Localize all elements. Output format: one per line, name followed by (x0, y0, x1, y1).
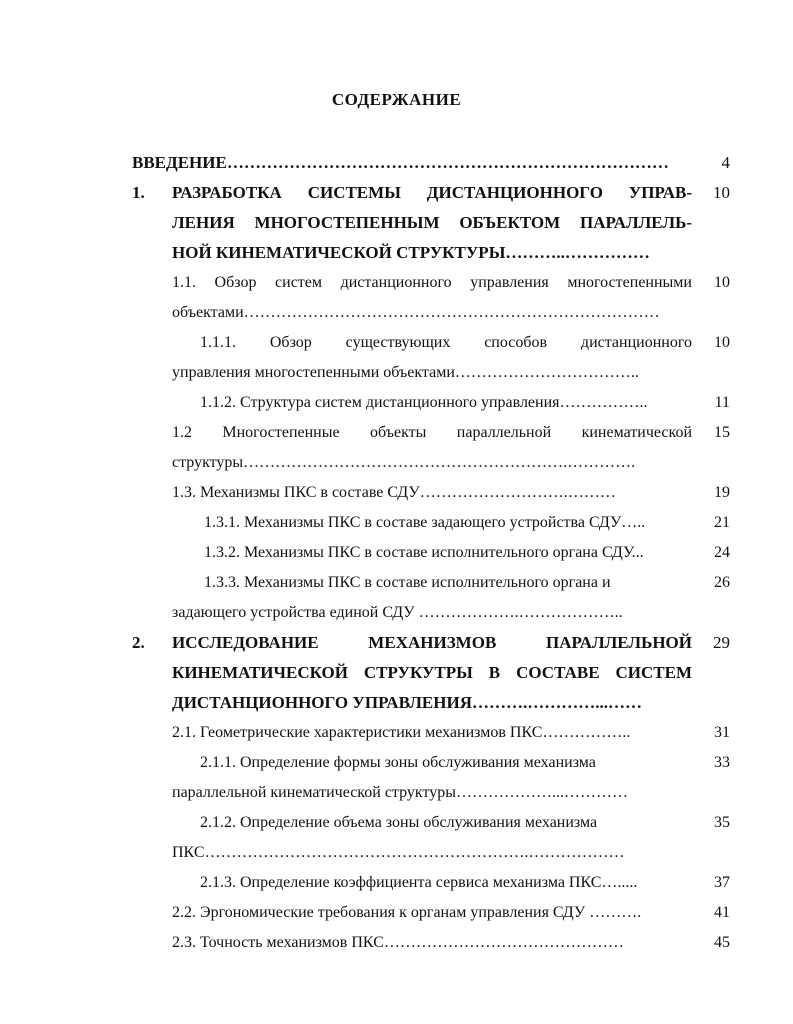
toc-entry-text: 1.1.1. Обзор существующих способов дистанционного (200, 334, 692, 351)
toc-entry-text: 1.3.3. Механизмы ПКС в составе исполнительного органа и (204, 574, 611, 591)
toc-page-number: 31 (714, 724, 730, 741)
toc-entry-text: КИНЕМАТИЧЕСКОЙ СТРУКУТРЫ В СОСТАВЕ СИСТЕМ (172, 663, 692, 682)
toc-page-number: 26 (714, 574, 730, 591)
toc-entry-text: 2.1.2. Определение объема зоны обслуживания механизма (200, 814, 598, 831)
toc-entry-text: ИССЛЕДОВАНИЕ МЕХАНИЗМОВ ПАРАЛЛЕЛЬНОЙ (172, 633, 692, 652)
toc-entry-text: 1.3.1. Механизмы ПКС в составе задающего устройства СДУ….. (204, 514, 646, 531)
toc-entry-text: 2.1.3. Определение коэффициента сервиса механизма ПКС…..... (200, 874, 638, 891)
toc-page-number: 10 (714, 274, 730, 291)
toc-page-number: 37 (714, 874, 730, 891)
toc-page-number: 11 (714, 394, 730, 411)
toc-entry-text: ВВЕДЕНИЕ…………………………………………………………………… (132, 153, 669, 172)
toc-page-number: 35 (714, 814, 730, 831)
toc-entry-text: 1.3. Механизмы ПКС в составе СДУ……………………….……… (172, 484, 616, 501)
toc-entry-text: параллельной кинематической структуры………………...………… (172, 784, 628, 801)
toc-entry-text: 1.1. Обзор систем дистанционного управления многостепенными (172, 274, 692, 291)
toc-page-number: 4 (721, 153, 730, 172)
toc-page-number: 10 (713, 183, 730, 202)
toc-entry-text: 2.3. Точность механизмов ПКС……………………………………… (172, 934, 624, 951)
toc-page-number: 19 (714, 484, 730, 501)
chapter-number: 2. (132, 633, 145, 652)
toc-entry-text: 2.1.1. Определение формы зоны обслуживания механизма (200, 754, 596, 771)
toc-page-number: 45 (714, 934, 730, 951)
toc-page-number: 10 (714, 334, 730, 351)
toc-page-number: 41 (714, 904, 730, 921)
toc-entry-text: 1.3.2. Механизмы ПКС в составе исполнительного органа СДУ... (204, 544, 644, 561)
chapter-number: 1. (132, 183, 145, 202)
toc-entry-text: РАЗРАБОТКА СИСТЕМЫ ДИСТАНЦИОННОГО УПРАВ- (172, 183, 692, 202)
toc-entry-text: объектами…………………………………………………………………… (172, 304, 660, 321)
toc-page-number: 24 (714, 544, 730, 561)
toc-entry-text: управления многостепенными объектами…………………………….. (172, 364, 639, 381)
toc-entry-text: ЛЕНИЯ МНОГОСТЕПЕННЫМ ОБЪЕКТОМ ПАРАЛЛЕЛЬ- (172, 213, 692, 232)
toc-page-number: 33 (714, 754, 730, 771)
toc-entry-text: 1.1.2. Структура систем дистанционного управления…………….. (200, 394, 648, 411)
toc-entry-text: ДИСТАНЦИОННОГО УПРАВЛЕНИЯ……….…………...…… (172, 693, 642, 712)
toc-page-number: 21 (714, 514, 730, 531)
toc-entry-text: 1.2 Многостепенные объекты параллельной кинематической (172, 424, 692, 441)
toc-entry-text: ПКС…………………………………………………….……………… (172, 844, 625, 861)
toc-entry-text: НОЙ КИНЕМАТИЧЕСКОЙ СТРУКТУРЫ………..…………… (172, 243, 650, 262)
toc-page-number: 15 (714, 424, 730, 441)
toc-entry-text: задающего устройства единой СДУ ……………….……………….. (172, 604, 623, 621)
toc-page-number: 29 (713, 633, 730, 652)
toc-entry-text: структуры…………………………………………………….…………. (172, 454, 636, 471)
toc-entry-text: 2.2. Эргономические требования к органам управления СДУ ………. (172, 904, 642, 921)
toc-entry-text: 2.1. Геометрические характеристики механизмов ПКС…………….. (172, 724, 631, 741)
page-title: СОДЕРЖАНИЕ (331, 90, 462, 109)
